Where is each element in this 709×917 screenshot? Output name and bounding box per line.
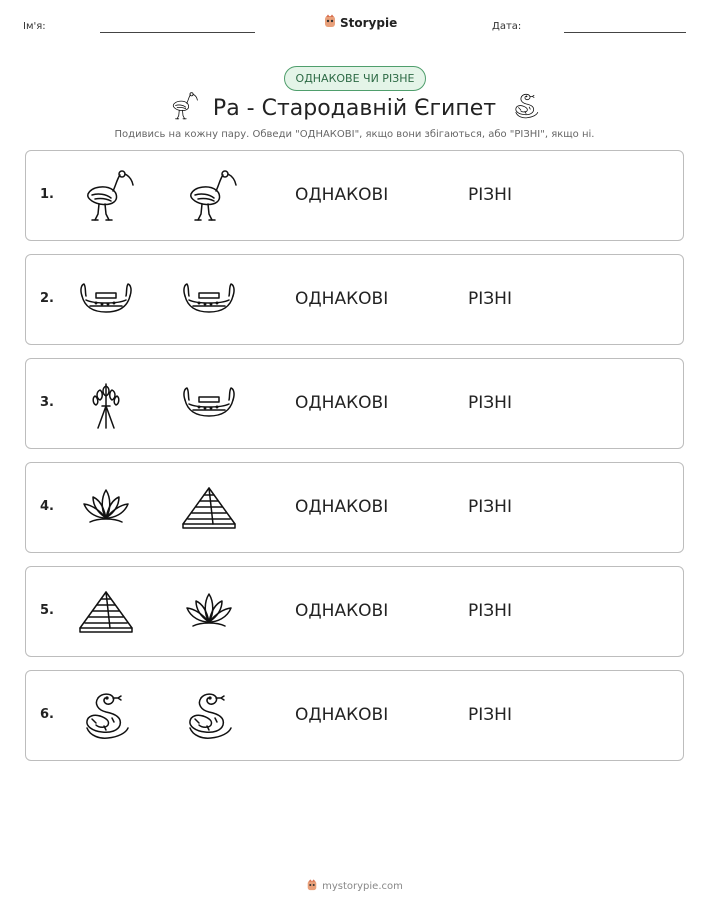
page-title: Ра - Стародавній Єгипет: [212, 95, 497, 121]
snake-icon: [76, 688, 136, 744]
date-label: Дата:: [492, 21, 522, 32]
storypie-logo-icon: [306, 879, 318, 894]
brand-name: Storypie: [340, 15, 398, 30]
row-number: 3.: [40, 395, 54, 410]
different-option[interactable]: РІЗНІ: [468, 289, 512, 309]
title-row: [0, 90, 709, 126]
storypie-logo-icon: [323, 13, 337, 32]
pair-row: [25, 670, 684, 761]
same-option[interactable]: ОДНАКОВІ: [295, 393, 389, 413]
pair-row: [25, 254, 684, 345]
pair-row: [25, 462, 684, 553]
row-number: 2.: [40, 291, 54, 306]
wheat-icon: [76, 376, 136, 432]
name-label: Ім'я:: [23, 21, 46, 32]
row-number: 6.: [40, 707, 54, 722]
different-option[interactable]: РІЗНІ: [468, 601, 512, 621]
left-picture: [76, 376, 136, 432]
left-picture: [76, 688, 136, 744]
boat-icon: [179, 272, 239, 328]
name-field[interactable]: [100, 32, 255, 33]
brand: [323, 13, 397, 32]
date-field[interactable]: [564, 32, 686, 33]
lotus-icon: [179, 584, 239, 640]
worksheet-type-badge: ОДНАКОВЕ ЧИ РІЗНЕ: [284, 66, 426, 91]
ibis-icon: [179, 168, 239, 224]
boat-icon: [76, 272, 136, 328]
left-picture: [76, 272, 136, 328]
lotus-icon: [76, 480, 136, 536]
right-picture: [179, 688, 239, 744]
row-number: 1.: [40, 187, 54, 202]
row-number: 4.: [40, 499, 54, 514]
left-picture: [76, 480, 136, 536]
left-picture: [76, 168, 136, 224]
footer-url[interactable]: mystorypie.com: [322, 881, 403, 892]
pair-row: [25, 150, 684, 241]
right-picture: [179, 584, 239, 640]
same-option[interactable]: ОДНАКОВІ: [295, 705, 389, 725]
left-picture: [76, 584, 136, 640]
right-picture: [179, 168, 239, 224]
right-picture: [179, 272, 239, 328]
title-ibis-icon: [167, 91, 199, 125]
title-snake-icon: [510, 91, 542, 125]
different-option[interactable]: РІЗНІ: [468, 497, 512, 517]
pair-row: [25, 358, 684, 449]
right-picture: [179, 376, 239, 432]
same-option[interactable]: ОДНАКОВІ: [295, 185, 389, 205]
row-number: 5.: [40, 603, 54, 618]
ibis-icon: [76, 168, 136, 224]
ibis-icon: [167, 91, 199, 121]
footer: [0, 879, 709, 894]
pair-row: [25, 566, 684, 657]
different-option[interactable]: РІЗНІ: [468, 393, 512, 413]
snake-icon: [179, 688, 239, 744]
different-option[interactable]: РІЗНІ: [468, 705, 512, 725]
boat-icon: [179, 376, 239, 432]
same-option[interactable]: ОДНАКОВІ: [295, 497, 389, 517]
same-option[interactable]: ОДНАКОВІ: [295, 601, 389, 621]
snake-icon: [510, 91, 542, 121]
different-option[interactable]: РІЗНІ: [468, 185, 512, 205]
pyramid-icon: [179, 480, 239, 536]
right-picture: [179, 480, 239, 536]
pyramid-icon: [76, 584, 136, 640]
instructions: Подивись на кожну пару. Обведи "ОДНАКОВІ", якщо вони збігаються, або "РІЗНІ", якщо ні.: [114, 129, 595, 140]
same-option[interactable]: ОДНАКОВІ: [295, 289, 389, 309]
